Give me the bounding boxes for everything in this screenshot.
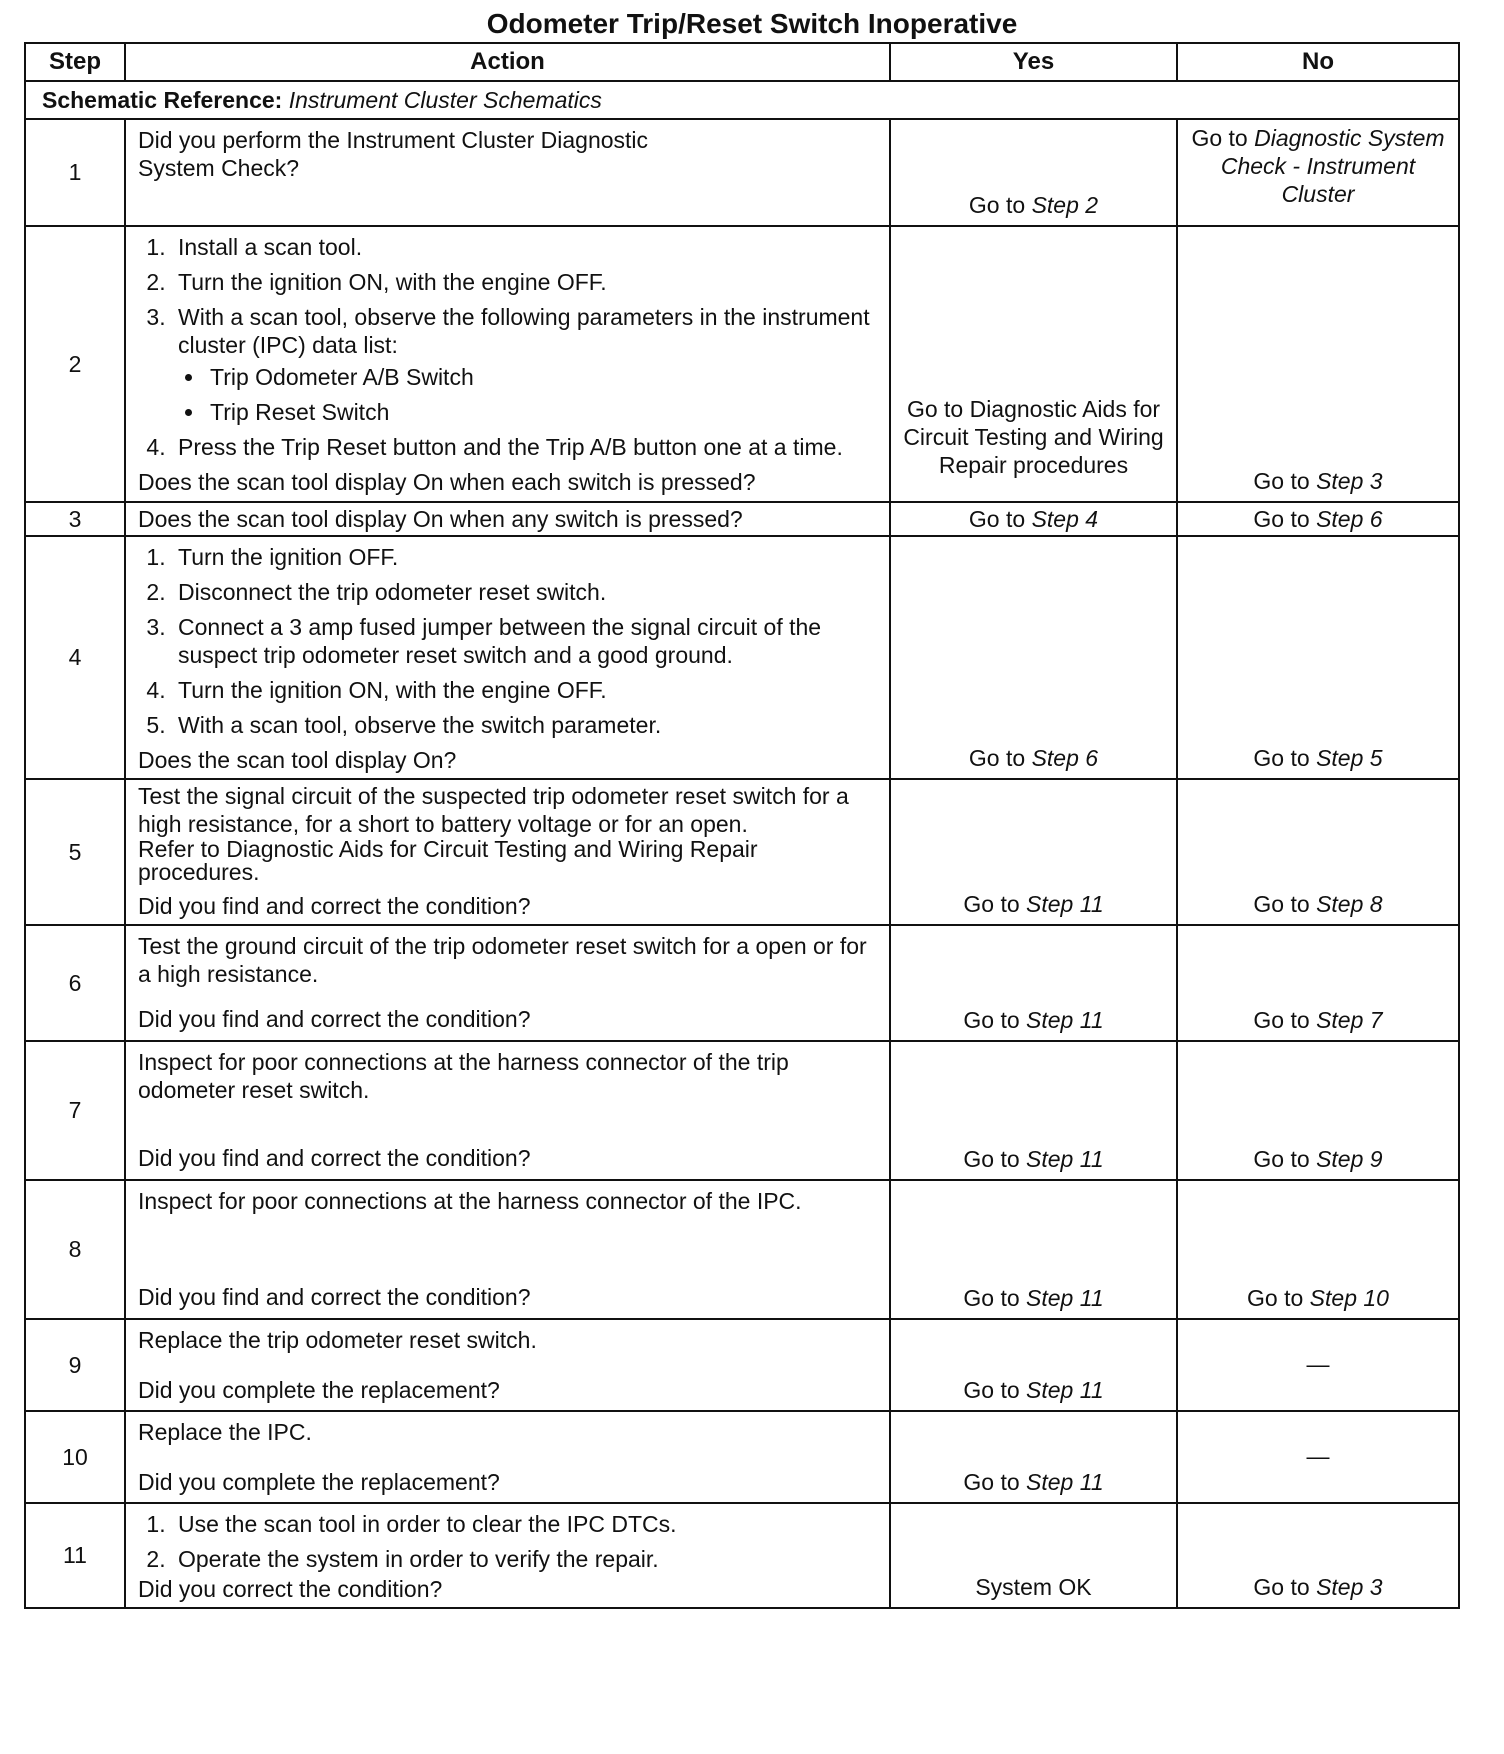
substep-text: With a scan tool, observe the following parameters in the instrument cluster (IPC) data list: [178,304,870,358]
substep: 1. Use the scan tool in order to clear the IPC DTCs. [172,1510,879,1538]
action-cell [125,119,890,226]
goto-label: Go to [1253,1146,1310,1172]
question-text: Does the scan tool display On when any switch is pressed? [138,506,743,532]
yes-text: System OK [975,1574,1092,1600]
step-number: 7 [25,1041,125,1180]
substep: 5. With a scan tool, observe the switch parameter. [172,711,879,739]
header-action: Action [125,43,890,81]
goto-label: Go to [1253,506,1310,532]
yes-text[interactable]: Go to Diagnostic Aids for Circuit Testing and Wiring Repair procedures [903,396,1164,478]
yes-cell [890,1319,1177,1411]
yes-link[interactable]: Step 11 [1026,1377,1104,1403]
substep: 4. Turn the ignition ON, with the engine OFF. [172,676,879,704]
no-cell [1177,1041,1459,1180]
no-cell [1177,1319,1459,1411]
substep: 3. Connect a 3 amp fused jumper between the signal circuit of the suspect trip odometer reset switch and a good ground. [172,613,879,669]
no-text: — [1306,1443,1330,1469]
table-row [25,1041,1459,1180]
no-link[interactable]: Step 3 [1316,468,1383,494]
goto-label: Go to [968,745,1026,771]
yes-link[interactable]: Step 4 [1031,506,1099,532]
parameter-list [178,363,879,426]
action-cell [125,536,890,779]
table-row [25,925,1459,1041]
header-no: No [1177,43,1459,81]
header-row [25,43,1459,81]
action-text: Replace the IPC. [138,1419,312,1445]
yes-cell [890,119,1177,226]
substep-list [138,1510,879,1573]
no-cell [1177,1503,1459,1608]
question-text: Did you find and correct the condition? [138,1006,531,1032]
no-text: — [1306,1351,1330,1377]
no-cell [1177,1411,1459,1503]
goto-label: Go to [1253,1007,1310,1033]
action-text: Test the ground circuit of the trip odometer reset switch for a open or for a high resistance. [138,933,867,987]
no-cell [1177,536,1459,779]
yes-link[interactable]: Step 11 [1026,1285,1104,1311]
yes-cell [890,226,1177,502]
substep [172,303,879,426]
goto-label: Go to [963,891,1020,917]
no-link[interactable]: Step 3 [1316,1574,1383,1600]
header-yes: Yes [890,43,1177,81]
no-link[interactable]: Step 8 [1316,891,1383,917]
goto-label: Go to [1253,891,1310,917]
no-cell [1177,119,1459,226]
action-text: Inspect for poor connections at the harness connector of the IPC. [138,1188,802,1214]
page-title: Odometer Trip/Reset Switch Inoperative [486,8,1018,39]
action-cell [125,502,890,536]
table-row [25,779,1459,925]
no-link[interactable]: Step 10 [1309,1285,1389,1311]
step-number: 3 [25,502,125,536]
step-number: 1 [25,119,125,226]
goto-label: Go to [968,506,1026,532]
goto-label: Go to [963,1285,1020,1311]
action-cell [125,1041,890,1180]
yes-link[interactable]: Step 11 [1026,891,1104,917]
yes-cell [890,536,1177,779]
question-text: Does the scan tool display On when each switch is pressed? [138,469,756,495]
step-number: 11 [25,1503,125,1608]
goto-label: Go to [1247,1285,1304,1311]
substep: 1. Turn the ignition OFF. [172,543,879,571]
goto-label: Go to [968,192,1026,218]
table-row [25,1503,1459,1608]
no-link[interactable]: Diagnostic System Check - Instrument Cluster [1220,125,1445,207]
goto-label: Go to [963,1377,1020,1403]
table-row [25,1180,1459,1319]
table-row [25,1319,1459,1411]
step-number: 8 [25,1180,125,1319]
action-cell [125,779,890,925]
action-cell [125,1411,890,1503]
schematic-reference [25,81,1459,119]
schematic-value: Instrument Cluster Schematics [288,86,602,113]
question-text: Did you complete the replacement? [138,1377,500,1403]
substep: 2. Operate the system in order to verify the repair. [172,1545,879,1573]
question-text: Did you correct the condition? [138,1576,443,1602]
goto-label: Go to [963,1146,1020,1172]
substep: 2. Disconnect the trip odometer reset switch. [172,578,879,606]
note-text: Refer to Diagnostic Aids for Circuit Testing and Wiring Repair procedures. [138,836,758,885]
question-text: Did you complete the replacement? [138,1469,500,1495]
action-cell [125,1503,890,1608]
substep: 1. Install a scan tool. [172,233,879,261]
goto-label: Go to [1253,468,1310,494]
no-link[interactable]: Step 9 [1316,1146,1383,1172]
yes-cell [890,502,1177,536]
substep-list [138,543,879,739]
action-text: Inspect for poor connections at the harness connector of the trip odometer reset switch. [138,1049,789,1103]
no-cell [1177,226,1459,502]
action-cell [125,226,890,502]
yes-link[interactable]: Step 11 [1026,1469,1104,1495]
action-text: Replace the trip odometer reset switch. [138,1327,537,1353]
no-cell [1177,925,1459,1041]
yes-cell [890,1503,1177,1608]
yes-cell [890,1180,1177,1319]
table-row [25,119,1459,226]
yes-cell [890,925,1177,1041]
substep: 4. Press the Trip Reset button and the Trip A/B button one at a time. [172,433,879,461]
step-number: 4 [25,536,125,779]
yes-link[interactable]: Step 11 [1026,1146,1104,1172]
goto-label: Go to [963,1007,1020,1033]
goto-label: Go to [1191,125,1248,151]
table-row [25,536,1459,779]
no-cell [1177,1180,1459,1319]
yes-cell [890,779,1177,925]
no-cell [1177,502,1459,536]
goto-label: Go to [1253,1574,1310,1600]
action-cell [125,1180,890,1319]
yes-cell [890,1411,1177,1503]
substep: 2. Turn the ignition ON, with the engine OFF. [172,268,879,296]
no-link[interactable]: Step 5 [1316,745,1383,771]
yes-link[interactable]: Step 11 [1026,1007,1104,1033]
schematic-label: Schematic Reference: [42,86,283,113]
parameter-item: • Trip Reset Switch [206,398,879,426]
diagnostic-table [24,42,1460,1609]
step-number: 5 [25,779,125,925]
schematic-reference-row [25,81,1459,119]
goto-label: Go to [1253,745,1310,771]
step-number: 2 [25,226,125,502]
table-row [25,502,1459,536]
parameter-item: • Trip Odometer A/B Switch [206,363,879,391]
action-text: Test the signal circuit of the suspected trip odometer reset switch for a high resistance, for a short to battery voltage or for an open. [138,783,849,837]
no-cell [1177,779,1459,925]
yes-link[interactable]: Step 6 [1031,745,1099,771]
question-text: Did you find and correct the condition? [138,1284,531,1310]
question-text: Does the scan tool display On? [138,747,457,773]
goto-label: Go to [963,1469,1020,1495]
step-number: 10 [25,1411,125,1503]
header-step: Step [25,43,125,81]
action-cell [125,925,890,1041]
question-text: Did you find and correct the condition? [138,893,531,919]
table-row [25,1411,1459,1503]
yes-link[interactable]: Step 2 [1031,192,1099,218]
action-cell [125,1319,890,1411]
table-row [25,226,1459,502]
step-number: 6 [25,925,125,1041]
no-link[interactable]: Step 6 [1316,506,1383,532]
step-number: 9 [25,1319,125,1411]
no-link[interactable]: Step 7 [1316,1007,1383,1033]
yes-cell [890,1041,1177,1180]
question-text: Did you find and correct the condition? [138,1145,531,1171]
substep-list [138,233,879,461]
action-text: Did you perform the Instrument Cluster Diagnostic System Check? [138,127,649,181]
